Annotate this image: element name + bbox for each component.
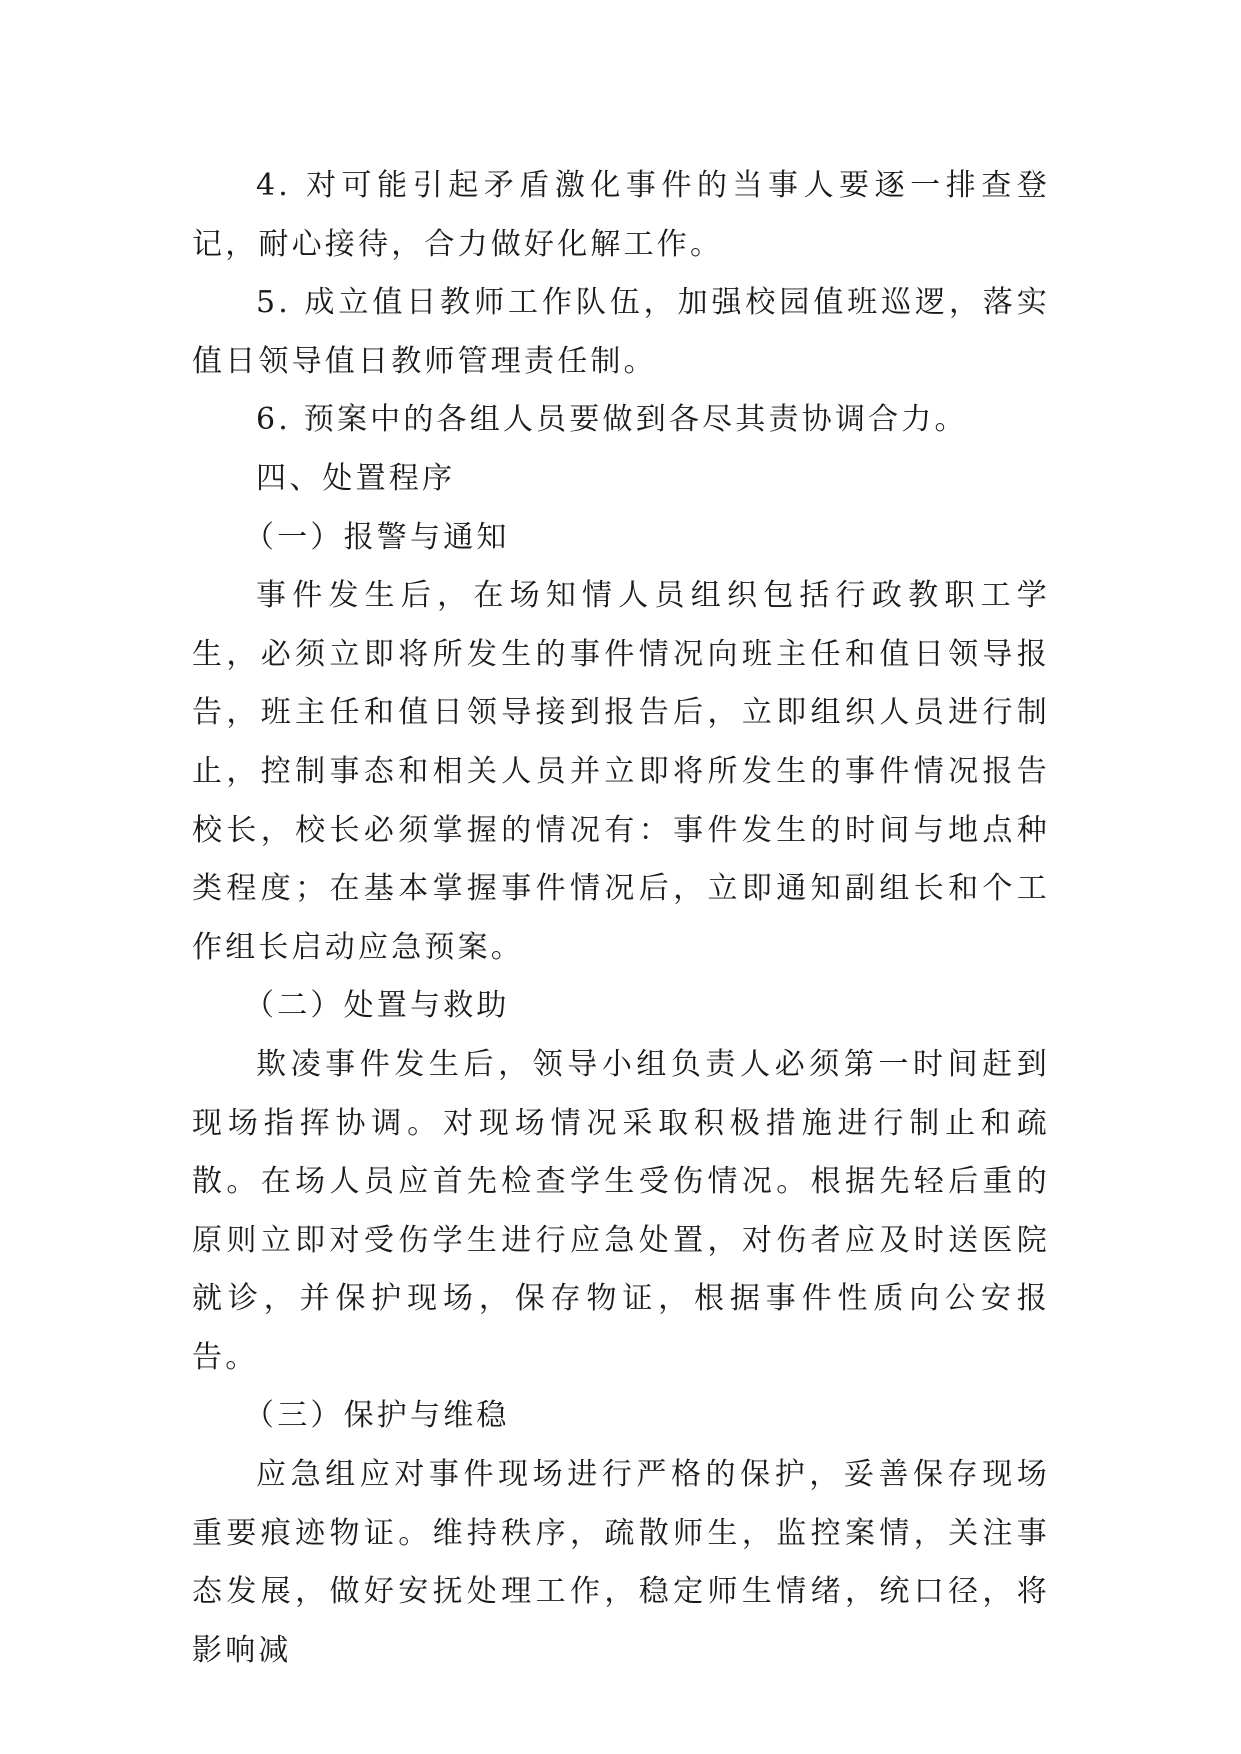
section-heading-procedure: 四、处置程序 — [256, 460, 456, 496]
paragraph-protection-stability: 应急组应对事件现场进行严格的保护，妥善保存现场重要痕迹物证。维持秩序，疏散师生，监控案情，关注事态发展，做好安抚处理工作，稳定师生情绪，统口径，将影响减 — [192, 1457, 1050, 1668]
paragraph-handling-rescue: 欺凌事件发生后，领导小组负责人必须第一时间赶到现场指挥协调。对现场情况采取积极措施进行制止和疏散。在场人员应首先检查学生受伤情况。根据先轻后重的原则立即对受伤学生进行应急处置，对伤者应及时送医院就诊，并保护现场，保存物证，根据事件性质向公安报告。 — [192, 1046, 1050, 1375]
document-body — [192, 157, 1050, 1680]
paragraph-alarm-notice: 事件发生后，在场知情人员组织包括行政教职工学生，必须立即将所发生的事件情况向班主任和值日领导报告，班主任和值日领导接到报告后，立即组织人员进行制止，控制事态和相关人员并立即将所发生的事件情况报告校长，校长必须掌握的情况有：事件发生的时间与地点种类程度；在基本掌握事件情况后，立即通知副组长和个工作组长启动应急预案。 — [192, 578, 1050, 965]
paragraph-item-4: 4. 对可能引起矛盾激化事件的当事人要逐一排查登记，耐心接待，合力做好化解工作。 — [192, 168, 1050, 262]
subheading-alarm-notice: （一）报警与通知 — [244, 519, 510, 555]
paragraph-item-6: 6. 预案中的各组人员要做到各尽其责协调合力。 — [256, 402, 968, 438]
paragraph-item-5: 5. 成立值日教师工作队伍，加强校园值班巡逻，落实值日领导值日教师管理责任制。 — [192, 285, 1050, 379]
subheading-handling-rescue: （二）处置与救助 — [244, 988, 510, 1024]
subheading-protection-stability: （三）保护与维稳 — [244, 1398, 510, 1434]
